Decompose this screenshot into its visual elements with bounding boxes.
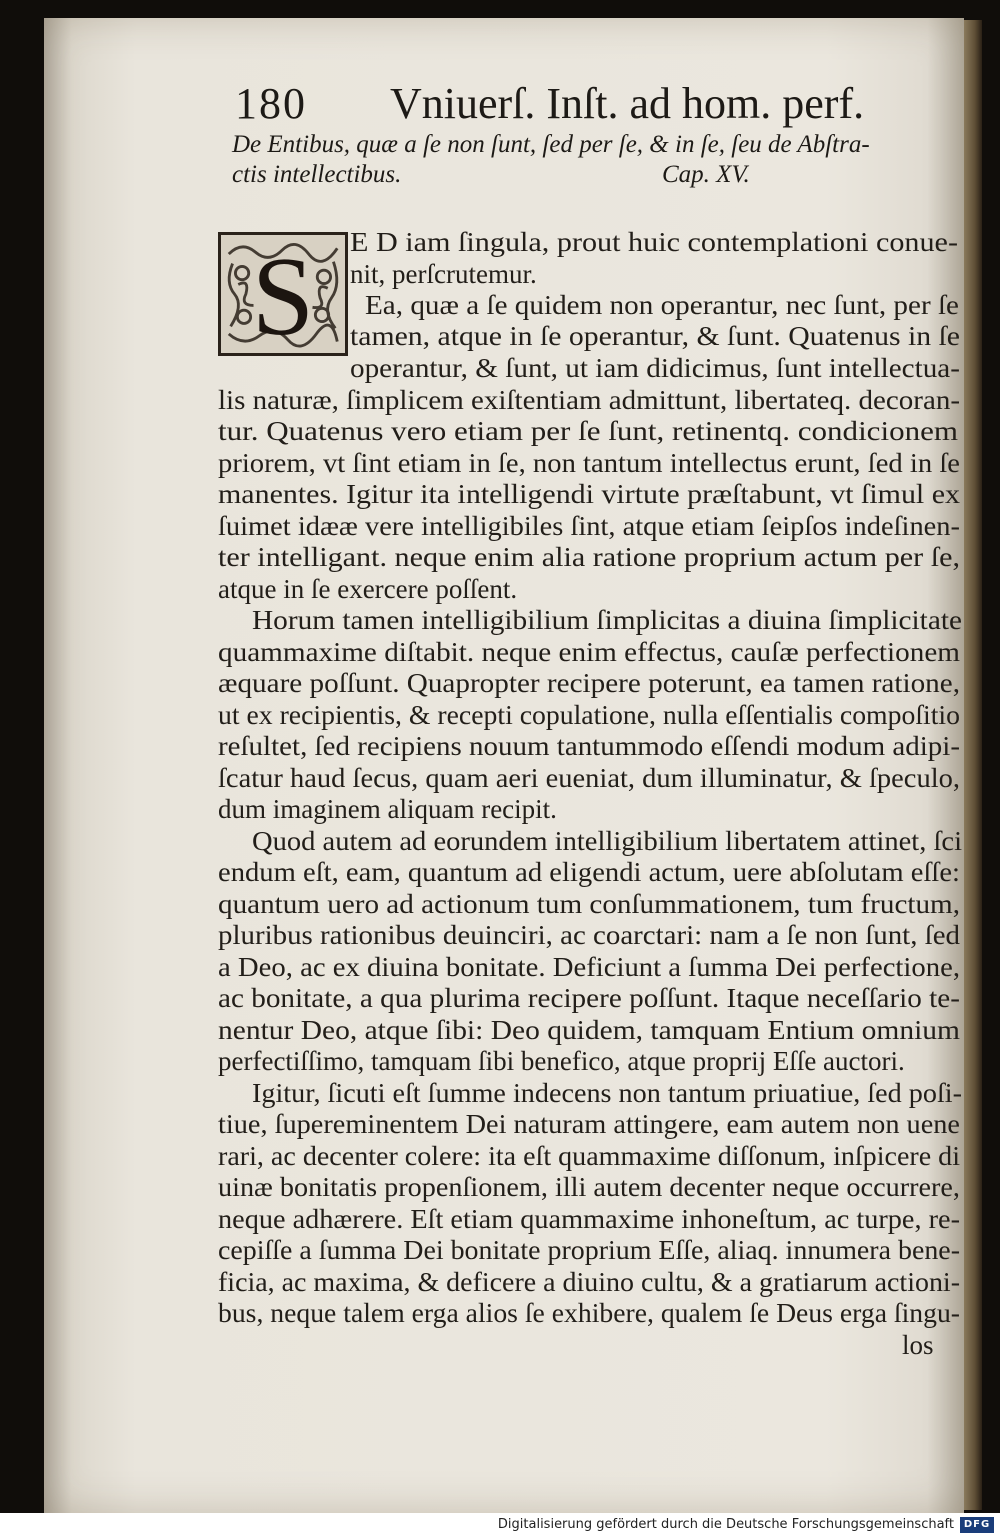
text-line: los <box>902 1330 934 1360</box>
text-line: cepiſſe a ſumma Dei bonitate proprium Eſſe, aliaq. innumera bene- <box>218 1235 960 1265</box>
text-line: Ea, quæ a ſe quidem non operantur, nec ſunt, per ſe <box>365 290 959 320</box>
chapter-title-line: De Entibus, quæ a ſe non ſunt, ſed per ſe, & in ſe, ſeu de Abſtra- <box>232 131 870 158</box>
text-line: Quod autem ad eorundem intelligibilium libertatem attinet, ſci <box>252 826 962 856</box>
text-line: manentes. Igitur ita intelligendi virtute præſtabunt, vt ſimul ex <box>218 479 961 509</box>
text-line: perfectiſſimo, tamquam ſibi benefico, atque proprij Eſſe auctori. <box>218 1046 905 1076</box>
text-line: endum eſt, eam, quantum ad eligendi actum, uere abſolutam eſſe: <box>218 857 961 887</box>
running-title: Vniuerſ. Inſt. ad hom. perf. <box>390 79 865 128</box>
text-line: quammaxime diſtabit. neque enim effectus, cauſæ perfectionem <box>218 637 960 667</box>
text-line: ter intelligant. neque enim alia ratione proprium actum per ſe, <box>218 542 961 572</box>
text-line: tamen, atque in ſe operantur, & ſunt. Quatenus in ſe <box>350 321 960 351</box>
text-line: quantum uero ad actionum tum conſummationem, tum fructum, <box>218 889 960 919</box>
text-line: nit, perſcrutemur. <box>350 259 537 289</box>
text-line: Igitur, ſicuti eſt ſumme indecens non tantum priuatiue, ſed poſi- <box>252 1078 962 1108</box>
text-line: neque adhærere. Eſt etiam quammaxime inhoneſtum, ac turpe, re- <box>218 1204 960 1234</box>
text-line: a Deo, ac ex diuina bonitate. Deficiunt a ſumma Dei perfectione, <box>218 952 960 982</box>
text-line: ſcatur haud ſecus, quam aeri eueniat, dum illuminatur, & ſpeculo, <box>218 763 960 793</box>
digitization-footer <box>0 1513 1000 1538</box>
text-line: æquare poſſunt. Quapropter recipere poterunt, ea tamen ratione, <box>218 668 960 698</box>
text-line: operantur, & ſunt, ut iam didicimus, ſunt intellectua- <box>350 353 960 383</box>
text-line: ac bonitate, a qua plurima recipere poſſunt. Itaque neceſſario te- <box>218 983 960 1013</box>
page-number: 180 <box>235 79 307 128</box>
text-line: lis naturæ, ſimplicem exiſtentiam admittunt, libertateq. decoran- <box>218 385 960 415</box>
text-line: reſultet, ſed recipiens nouum tantummodo eſſendi modum adipi- <box>218 731 960 761</box>
text-line: ficia, ac maxima, & deficere a diuino cultu, & a gratiarum actioni- <box>218 1267 960 1297</box>
text-line: nentur Deo, atque ſibi: Deo quidem, tamquam Entium omnium <box>218 1015 960 1045</box>
text-line: tiue, ſupereminentem Dei naturam attingere, eam autem non uene <box>218 1109 960 1139</box>
text-line: ſuimet idææ vere intelligibiles ſint, atque etiam ſeipſos indeſinen- <box>218 511 960 541</box>
text-line: E D iam ſingula, prout huic contemplationi conue- <box>350 227 958 257</box>
text-line: ut ex recipientis, & recepti copulatione, nulla eſſentialis compoſitio <box>218 700 960 730</box>
footer-credit: Digitalisierung gefördert durch die Deutsche Forschungsgemeinschaft <box>497 1517 954 1532</box>
text-line: pluribus rationibus deuinciri, ac coarctari: nam a ſe non ſunt, ſed <box>218 920 960 950</box>
text-line: dum imaginem aliquam recipit. <box>218 794 557 824</box>
chapter-title-line: ctis intellectibus. <box>232 161 402 188</box>
svg-text:S: S <box>251 235 315 353</box>
text-line: bus, neque talem erga alios ſe exhibere, qualem ſe Deus erga ſingu- <box>218 1298 960 1328</box>
chapter-number: Cap. XV. <box>662 161 750 188</box>
dfg-logo-icon: DFG <box>960 1517 994 1533</box>
text-line: rari, ac decenter colere: ita eſt quammaxime diſſonum, inſpicere di <box>218 1141 960 1171</box>
text-line: priorem, vt ſint etiam in ſe, non tantum intellectus erunt, ſed in ſe <box>218 448 960 478</box>
text-line: uinæ bonitatis propenſionem, illi autem decenter neque occurrere, <box>218 1172 960 1202</box>
text-line: Horum tamen intelligibilium ſimplicitas a diuina ſimplicitate <box>252 605 962 635</box>
text-line: tur. Quatenus vero etiam per ſe ſunt, retinentq. condicionem <box>218 416 958 446</box>
text-line: atque in ſe exercere poſſent. <box>218 574 518 604</box>
